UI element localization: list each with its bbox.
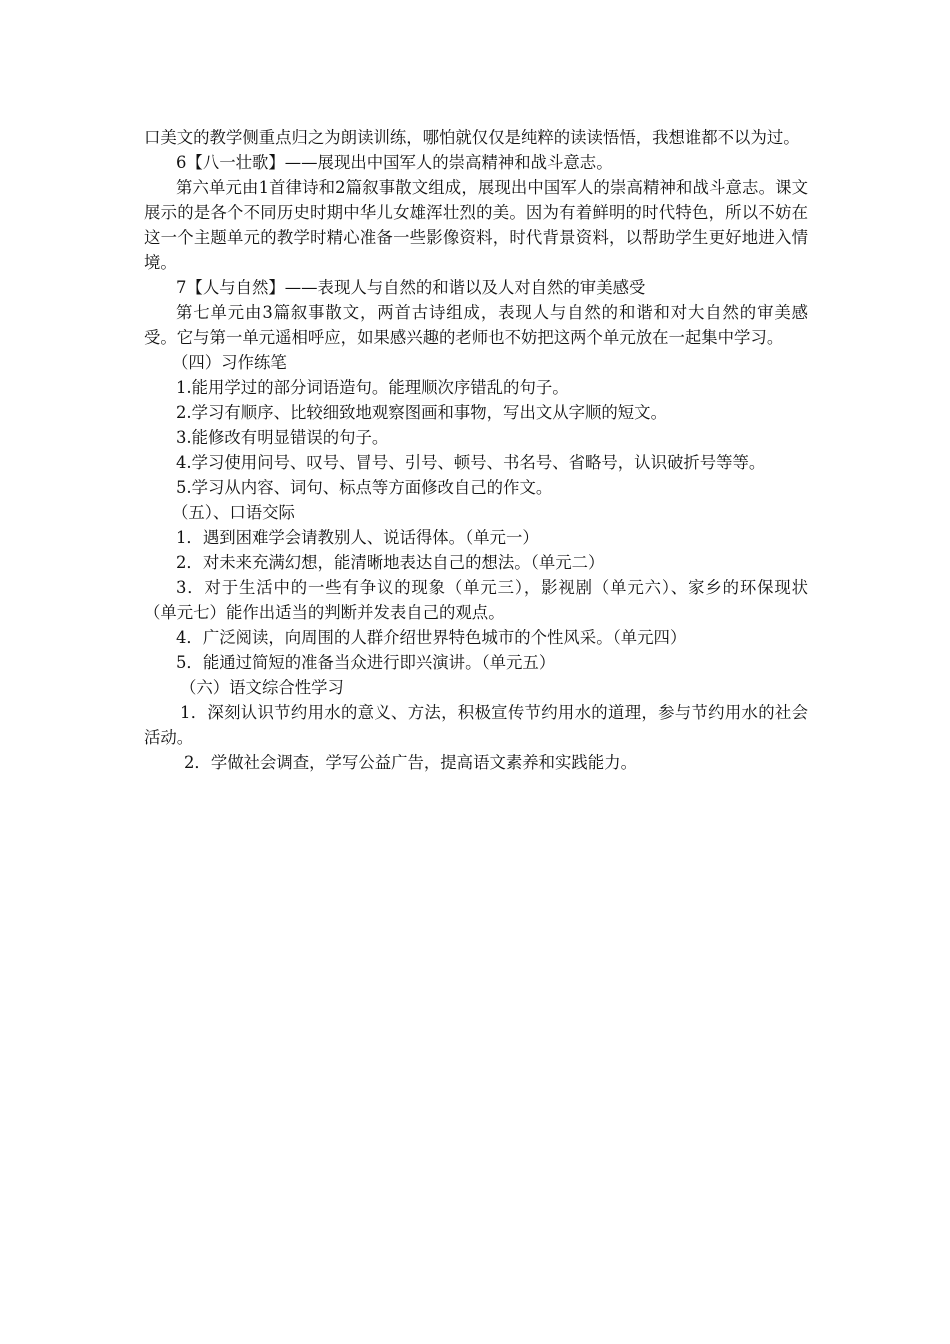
document-body [144, 125, 808, 775]
writing-item-4: 4.学习使用问号、叹号、冒号、引号、顿号、书名号、省略号，认识破折号等等。 [176, 453, 766, 472]
writing-item-5: 5.学习从内容、词句、标点等方面修改自己的作文。 [176, 478, 553, 497]
oral-item-5: 5．能通过简短的准备当众进行即兴演讲。（单元五） [176, 653, 556, 672]
unit-seven-description: 第七单元由3篇叙事散文，两首古诗组成，表现人与自然的和谐和对大自然的审美感受。它与第一单元遥相呼应，如果感兴趣的老师也不妨把这两个单元放在一起集中学习。 [144, 303, 808, 347]
oral-item-2: 2．对未来充满幻想，能清晰地表达自己的想法。（单元二） [176, 553, 605, 572]
section-heading-oral: （五）、口语交际 [172, 503, 295, 522]
comprehensive-item-2: 2．学做社会调查，学写公益广告，提高语文素养和实践能力。 [184, 753, 637, 772]
section-heading-comprehensive: （六）语文综合性学习 [180, 678, 344, 697]
section-heading-writing: （四）习作练笔 [172, 353, 287, 372]
paragraph-continuation: 口美文的教学侧重点归之为朗读训练，哪怕就仅仅是纯粹的读读悟悟，我想谁都不以为过。 [144, 128, 800, 147]
writing-item-3: 3.能修改有明显错误的句子。 [176, 428, 389, 447]
oral-item-1: 1．遇到困难学会请教别人、说话得体。（单元一） [176, 528, 539, 547]
unit-six-heading: 6【八一壮歌】——展现出中国军人的崇高精神和战斗意志。 [176, 153, 613, 172]
oral-item-4: 4．广泛阅读，向周围的人群介绍世界特色城市的个性风采。（单元四） [176, 628, 687, 647]
writing-item-1: 1.能用学过的部分词语造句。能理顺次序错乱的句子。 [176, 378, 569, 397]
writing-item-2: 2.学习有顺序、比较细致地观察图画和事物，写出文从字顺的短文。 [176, 403, 667, 422]
unit-seven-heading: 7【人与自然】——表现人与自然的和谐以及人对自然的审美感受 [176, 278, 646, 297]
unit-six-description: 第六单元由1首律诗和2篇叙事散文组成，展现出中国军人的崇高精神和战斗意志。课文展示的是各个不同历史时期中华儿女雄浑壮烈的美。因为有着鲜明的时代特色，所以不妨在这一个主题单元的教学时精心准备一些影像资料，时代背景资料，以帮助学生更好地进入情境。 [144, 178, 808, 272]
comprehensive-item-1: 1．深刻认识节约用水的意义、方法，积极宣传节约用水的道理，参与节约用水的社会活动。 [144, 703, 808, 747]
oral-item-3: 3．对于生活中的一些有争议的现象（单元三），影视剧（单元六）、家乡的环保现状（单元七）能作出适当的判断并发表自己的观点。 [144, 578, 808, 622]
